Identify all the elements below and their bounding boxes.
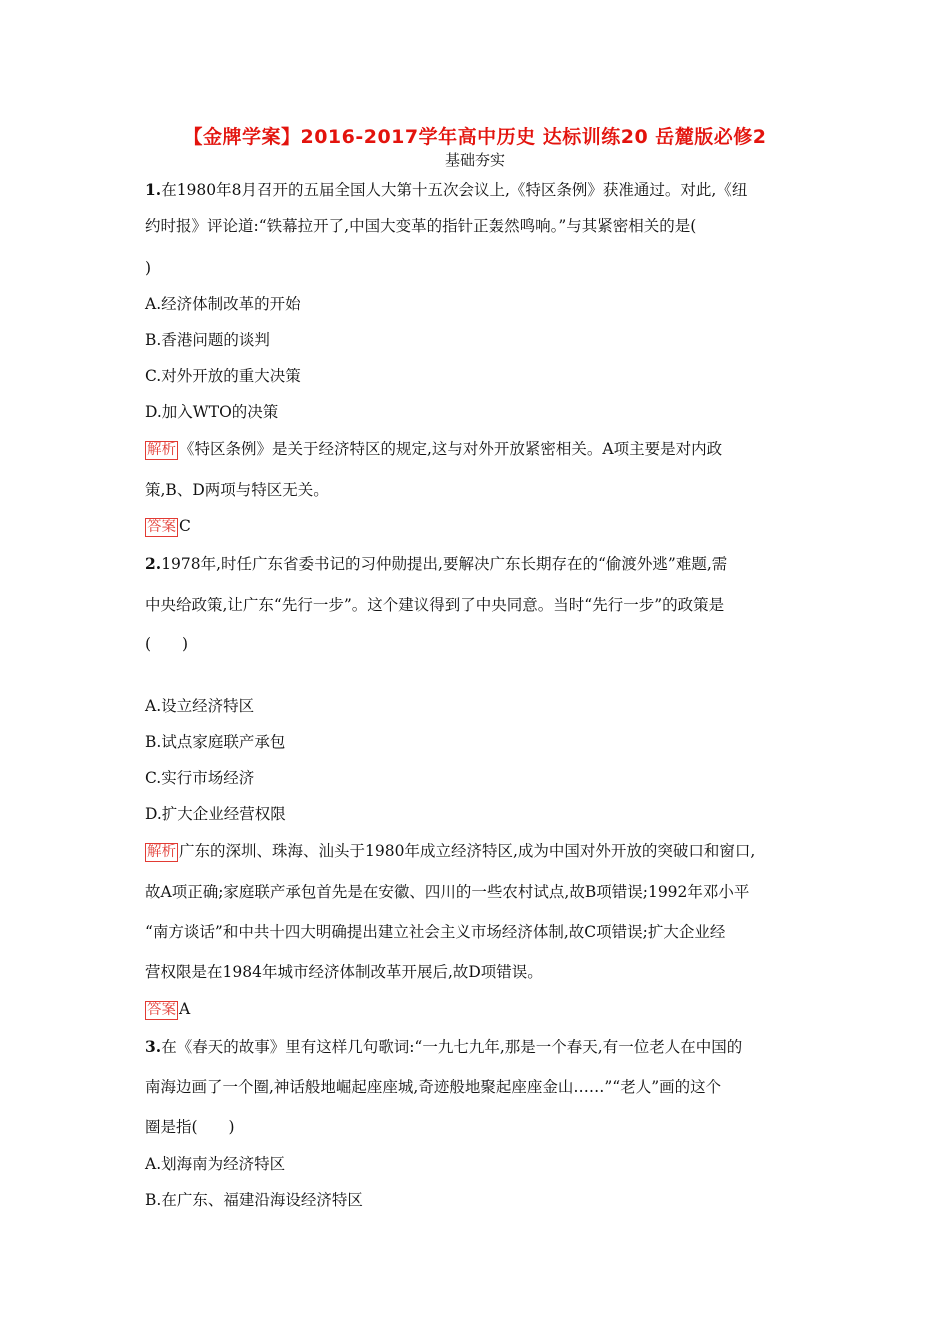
q2-analysis-text: 广东的深圳、珠海、汕头于1980年成立经济特区,成为中国对外开放的突破口和窗口, [179,842,756,860]
q3-stem-line [145,1037,742,1057]
q1-stem-line: 约时报》评论道:“铁幕拉开了,中国大变革的指针正轰然鸣响。”与其紧密相关的是( [145,217,697,235]
q2-option-b: B.试点家庭联产承包 [145,733,286,751]
q1-option-d: D.加入WTO的决策 [145,403,279,421]
analysis-tag: 解析 [147,844,176,860]
q1-option-c: C.对外开放的重大决策 [145,367,301,385]
q1-analysis-text: 《特区条例》是关于经济特区的规定,这与对外开放紧密相关。A项主要是对内政 [179,440,723,458]
q3-number: 3. [145,1037,162,1056]
q2-option-a: A.设立经济特区 [145,697,255,715]
q2-option-d: D.扩大企业经营权限 [145,805,286,823]
answer-tag: 答案 [147,1002,176,1018]
answer-tag: 答案 [147,519,176,535]
q1-option-a: A.经济体制改革的开始 [145,295,301,313]
q2-answer-line [145,999,190,1020]
page-subtitle: 基础夯实 [444,151,505,169]
q1-option-b: B.香港问题的谈判 [145,331,270,349]
q2-option-c: C.实行市场经济 [145,769,255,787]
q1-stem-text: 在1980年8月召开的五届全国人大第十五次会议上,《特区条例》获准通过。对此,《纽 [161,181,748,199]
q2-analysis-line [145,841,755,862]
q2-stem-text: 1978年,时任广东省委书记的习仲勋提出,要解决广东长期存在的“偷渡外逃”难题,需 [161,555,728,573]
q1-answer: C [179,517,191,535]
q2-number: 2. [145,554,162,573]
analysis-tag: 解析 [147,442,176,458]
q2-analysis-line: 营权限是在1984年城市经济体制改革开展后,故D项错误。 [145,963,543,981]
q3-stem-line: 南海边画了一个圈,神话般地崛起座座城,奇迹般地聚起座座金山……”“老人”画的这个 [145,1078,722,1096]
q2-analysis-line: 故A项正确;家庭联产承包首先是在安徽、四川的一些农村试点,故B项错误;1992年邓小平 [145,883,750,901]
q3-option-b: B.在广东、福建沿海设经济特区 [145,1191,363,1209]
page-title: 【金牌学案】2016-2017学年高中历史 达标训练20 岳麓版必修2 [183,126,767,148]
q1-number: 1. [145,180,162,199]
q2-answer: A [179,1000,191,1018]
q2-analysis-line: “南方谈话”和中共十四大明确提出建立社会主义市场经济体制,故C项错误;扩大企业经 [145,923,726,941]
q2-stem-line: 中央给政策,让广东“先行一步”。这个建议得到了中央同意。当时“先行一步”的政策是 [145,596,725,614]
q2-stem-line: ( ) [145,635,189,653]
q1-answer-line [145,516,191,537]
q1-analysis-line [145,439,722,460]
q1-stem-line [145,180,747,200]
q2-stem-line [145,554,727,574]
q1-analysis-line: 策,B、D两项与特区无关。 [145,481,329,499]
q3-stem-text: 在《春天的故事》里有这样几句歌词:“一九七九年,那是一个春天,有一位老人在中国的 [161,1038,743,1056]
q3-stem-line: 圈是指( ) [145,1118,235,1136]
q1-stem-line: ) [145,259,152,277]
q3-option-a: A.划海南为经济特区 [145,1155,286,1173]
